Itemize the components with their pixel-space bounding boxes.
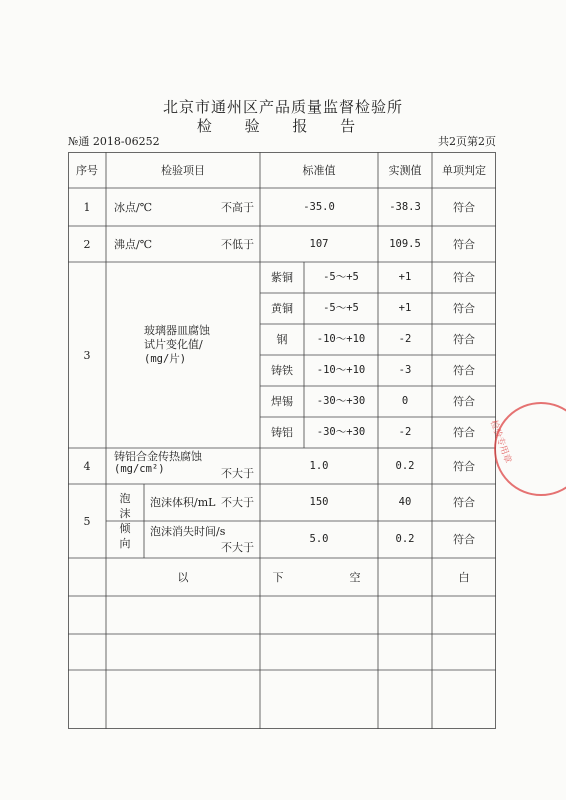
row3-sub-standard: -30～+30: [316, 426, 366, 438]
row3-sub-metal: 黄铜: [271, 302, 293, 315]
blank-marker-1: 以: [177, 570, 189, 584]
blank-marker-4: 白: [458, 570, 470, 584]
row3-sub-measured: -3: [398, 364, 412, 376]
row3-sub-metal: 铸铝: [271, 426, 293, 439]
row3-sub-judgement: 符合: [453, 333, 475, 346]
row2-item: 沸点/℃: [114, 237, 153, 251]
row5a-measured: 40: [398, 496, 412, 508]
row4-item-line1: 铸铝合金传热腐蚀: [114, 450, 202, 463]
row1-judgement: 符合: [453, 200, 475, 214]
row5b-cond: 不大于: [221, 540, 254, 554]
row3-sub-judgement: 符合: [453, 302, 475, 315]
row5a-item: 泡沫体积/mL: [150, 496, 216, 509]
row3-sub-judgement: 符合: [453, 395, 475, 408]
row3-sub-judgement: 符合: [453, 271, 475, 284]
row5-seq: 5: [83, 514, 91, 528]
row3-sub-measured: +1: [398, 302, 412, 314]
row3-sub-judgement: 符合: [453, 426, 475, 439]
row3-sub-measured: -2: [398, 333, 412, 345]
row1-seq: 1: [83, 200, 91, 214]
row3-item-line1: 玻璃器皿腐蚀: [144, 324, 210, 337]
row3-sub-metal: 钢: [276, 333, 288, 346]
row2-measured: 109.5: [389, 237, 421, 250]
row3-item-line3: (mg/片): [144, 353, 187, 365]
row4-measured: 0.2: [395, 459, 415, 472]
row3-sub-measured: +1: [398, 271, 412, 283]
blank-marker-2: 下: [272, 570, 284, 584]
row3-sub-standard: -30～+30: [316, 395, 366, 407]
blank-marker-3: 空: [349, 570, 361, 584]
row4-standard: 1.0: [309, 459, 329, 472]
row1-cond: 不高于: [221, 200, 254, 214]
row5a-cond: 不大于: [221, 496, 254, 509]
row3-sub-standard: -10～+10: [316, 333, 366, 345]
row3-sub-measured: 0: [401, 395, 409, 407]
row3-sub-standard: -5～+5: [323, 302, 359, 314]
row3-sub-metal: 紫铜: [271, 271, 293, 284]
row3-seq: 3: [83, 348, 91, 362]
row5b-standard: 5.0: [309, 533, 329, 545]
org-title: 北京市通州区产品质量监督检验所: [162, 98, 403, 116]
row5a-judgement: 符合: [453, 496, 475, 509]
official-seal-text: 检验专用章: [487, 419, 513, 465]
row3-sub-judgement: 符合: [453, 364, 475, 377]
row5b-judgement: 符合: [453, 533, 475, 546]
row4-cond: 不大于: [221, 466, 254, 480]
row3-item-line2: 试片变化值/: [144, 338, 203, 351]
col-seq: 序号: [76, 163, 98, 177]
row2-standard: 107: [309, 237, 329, 250]
row4-item-line2: (mg/cm²): [114, 463, 165, 475]
row3-sub-measured: -2: [398, 426, 412, 438]
row5b-measured: 0.2: [395, 533, 415, 545]
row5b-item: 泡沫消失时间/s: [150, 524, 226, 538]
row5a-standard: 150: [309, 496, 329, 508]
row1-measured: -38.3: [389, 200, 421, 213]
page-info: 共2页第2页: [438, 135, 496, 148]
row3-sub-metal: 焊锡: [271, 395, 293, 408]
col-measured: 实测值: [388, 163, 422, 177]
row1-item: 冰点/℃: [114, 200, 153, 214]
row2-cond: 不低于: [221, 237, 254, 251]
row2-judgement: 符合: [453, 237, 475, 251]
row3-sub-standard: -5～+5: [323, 271, 359, 283]
row3-item: [144, 324, 254, 366]
row1-standard: -35.0: [303, 200, 335, 213]
row2-seq: 2: [83, 237, 91, 251]
report-title: 检 验 报 告: [196, 117, 370, 135]
row3-sub-standard: -10～+10: [316, 364, 366, 376]
col-item: 检验项目: [161, 163, 205, 177]
col-standard: 标准值: [302, 163, 336, 177]
row4-judgement: 符合: [453, 459, 475, 473]
row4-seq: 4: [83, 459, 91, 473]
inspection-table: [68, 152, 496, 729]
row5-group: 泡沫倾向: [119, 492, 131, 550]
row3-sub-metal: 铸铁: [271, 364, 293, 377]
col-judgement: 单项判定: [442, 163, 486, 177]
report-number: №通 2018-06252: [68, 135, 160, 148]
